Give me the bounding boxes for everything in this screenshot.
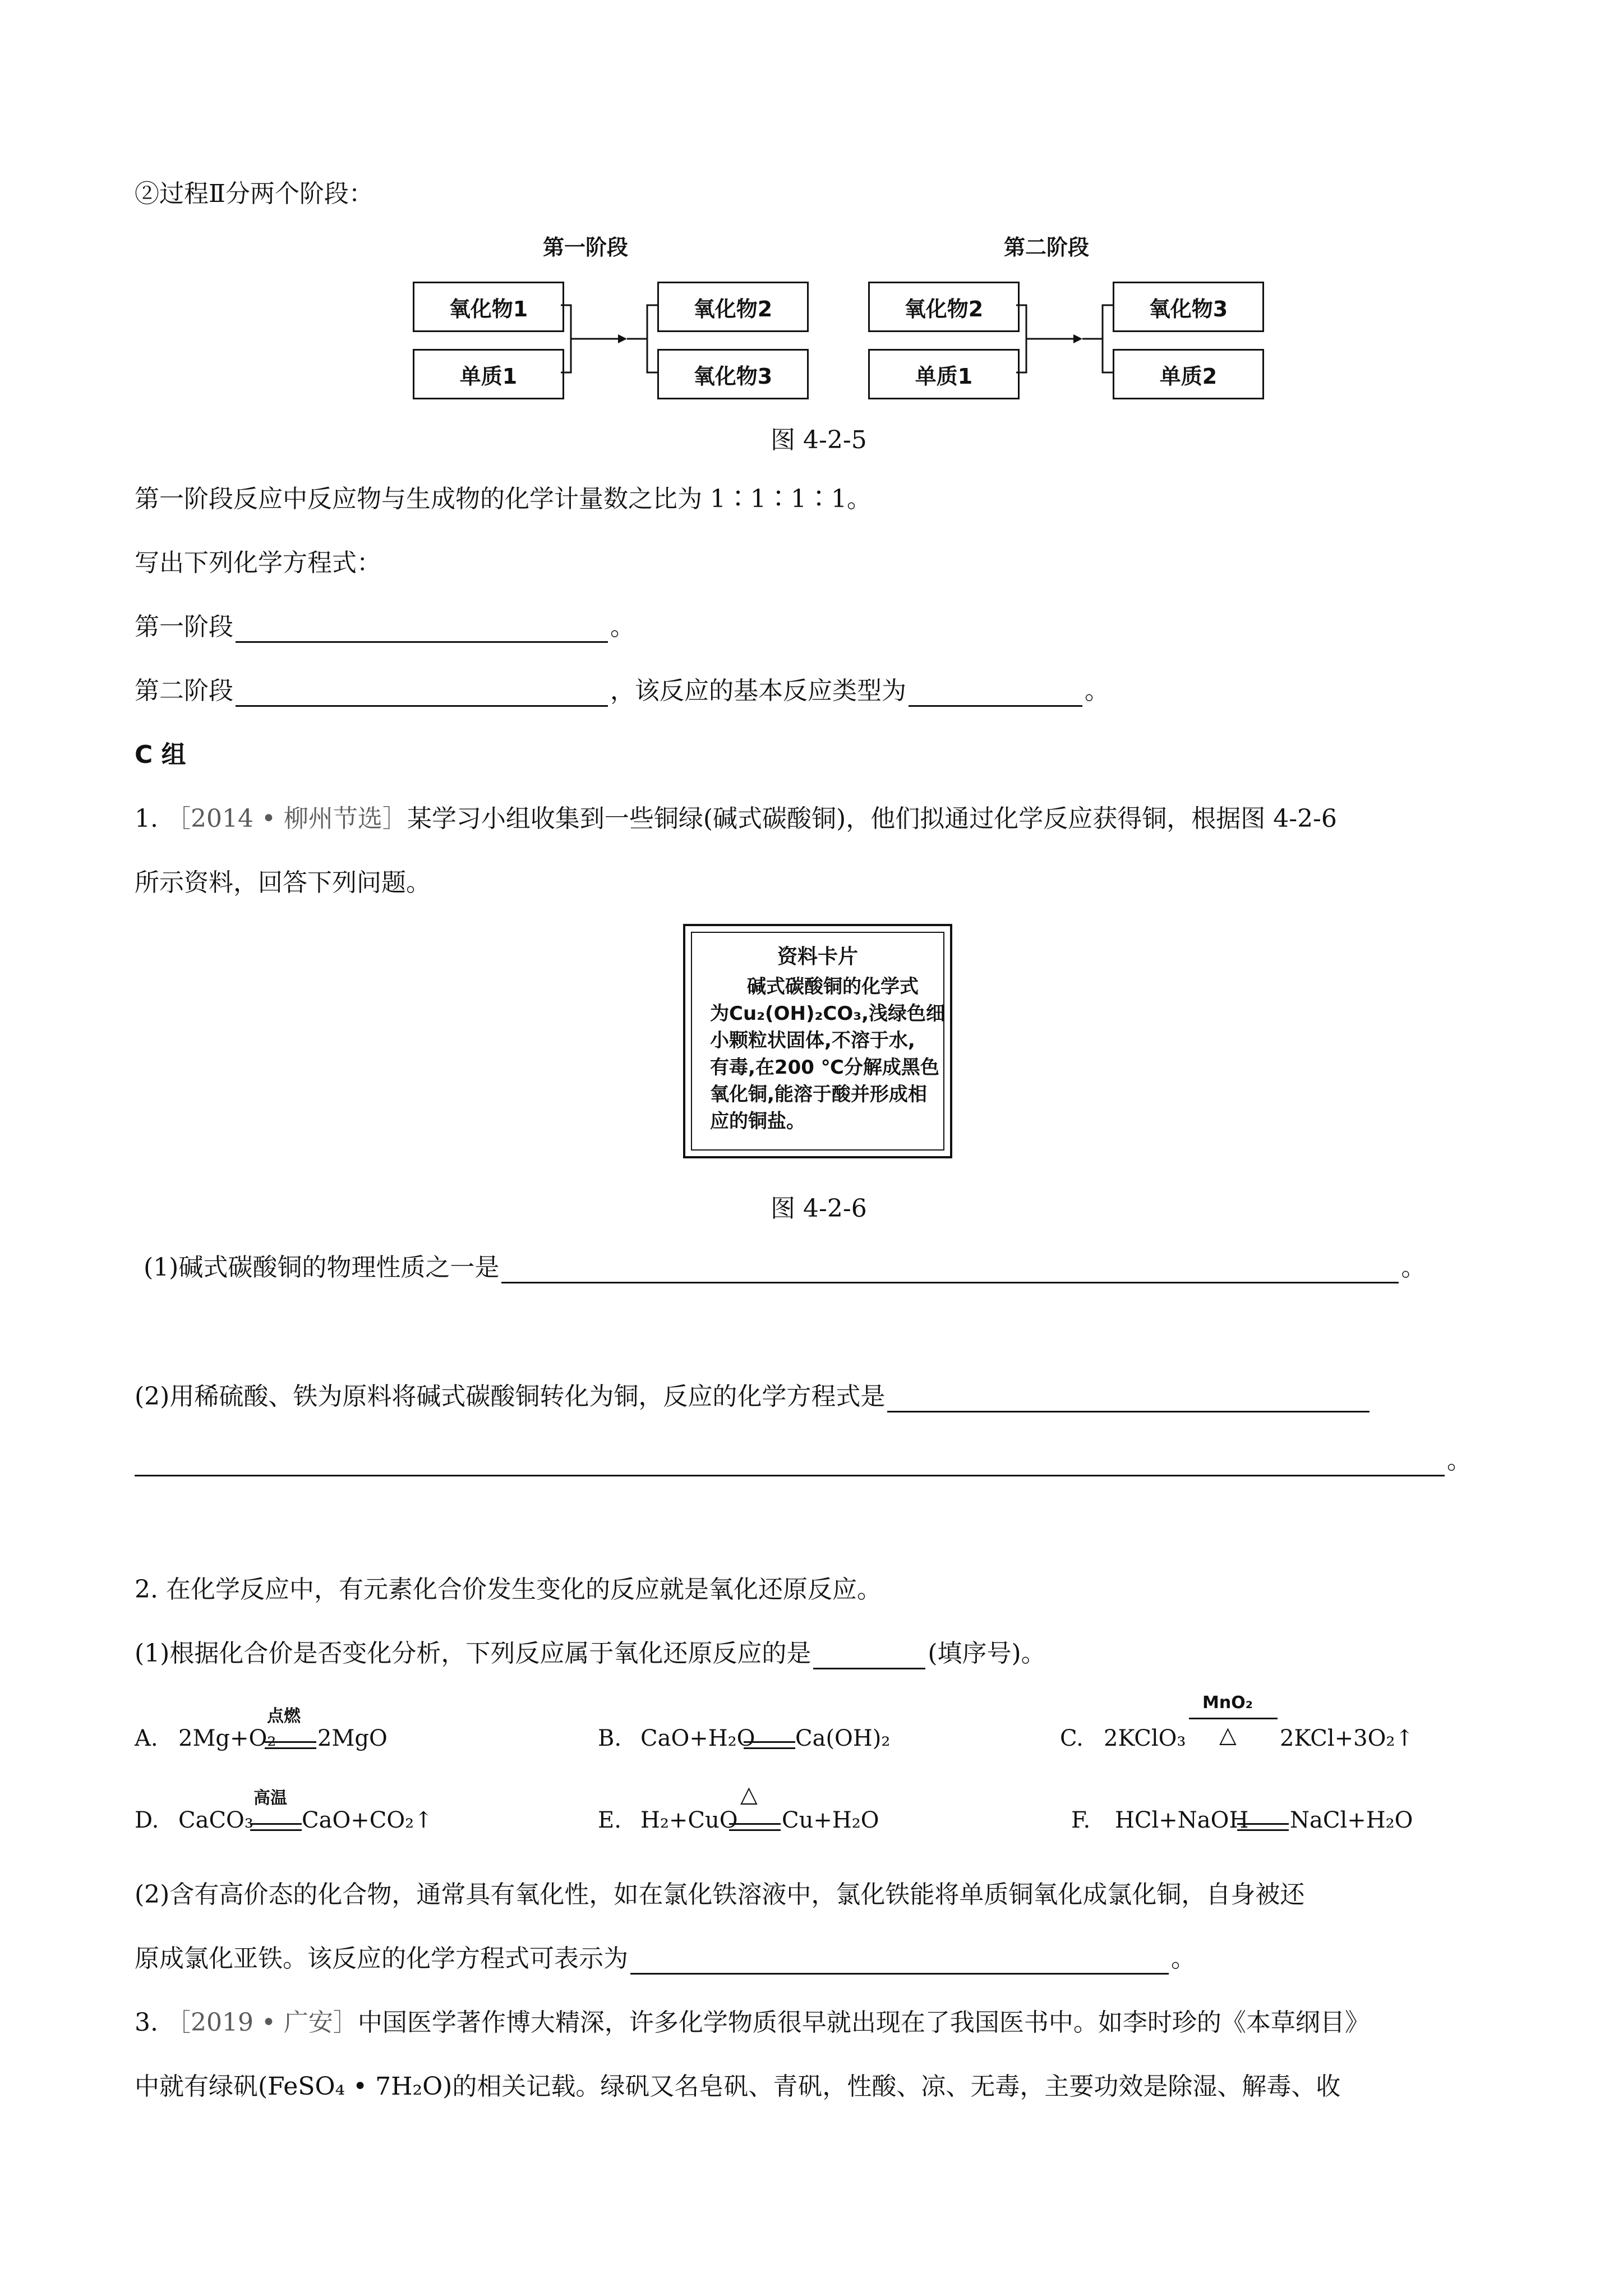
option-e-condition: △ bbox=[740, 1782, 758, 1807]
q3-line1 bbox=[135, 2007, 1370, 2039]
stage1-answer-line bbox=[135, 611, 635, 643]
option-b-products: Ca(OH)₂ bbox=[795, 1726, 891, 1751]
stage2-input-box-2: 单质1 bbox=[868, 349, 1020, 399]
question-intro: ②过程Ⅱ分两个阶段： bbox=[135, 180, 374, 208]
option-d-products: CaO+CO₂↑ bbox=[302, 1807, 433, 1833]
q1-sub1-text: (1)碱式碳酸铜的物理性质之一是 bbox=[144, 1253, 500, 1282]
q1-source: ［2014 • 柳州节选］ bbox=[165, 804, 407, 833]
stage2-label: 第二阶段 bbox=[135, 677, 233, 705]
option-c-label: C. bbox=[1060, 1726, 1083, 1751]
option-f-label: F. bbox=[1071, 1807, 1091, 1833]
q1-sub1-end: 。 bbox=[1401, 1253, 1426, 1282]
q1-sub2-end: 。 bbox=[1447, 1446, 1472, 1475]
option-a-reactants: 2Mg+O₂ bbox=[178, 1726, 276, 1751]
ratio-text: 第一阶段反应中反应物与生成物的化学计量数之比为 1∶1∶1∶1。 bbox=[135, 485, 872, 513]
figure-caption-4-2-5: 图 4-2-5 bbox=[771, 426, 867, 454]
q3-number: 3. bbox=[135, 2008, 158, 2037]
stage1-blank[interactable] bbox=[236, 619, 608, 643]
stage1-title: 第一阶段 bbox=[543, 235, 629, 260]
reaction-type-blank[interactable] bbox=[909, 683, 1082, 707]
diagram-connectors bbox=[0, 0, 1623, 449]
data-card-line-4: 有毒,在200 ℃分解成黑色 bbox=[710, 1056, 939, 1079]
q2-intro: 2. 在化学反应中，有元素化合价发生变化的反应就是氧化还原反应。 bbox=[135, 1575, 882, 1604]
data-card-title: 资料卡片 bbox=[777, 945, 858, 968]
option-e-reactants: H₂+CuO bbox=[640, 1807, 738, 1833]
option-d-condition: 高温 bbox=[253, 1788, 287, 1808]
stage1-output-box-1: 氧化物2 bbox=[657, 282, 809, 332]
option-b-reactants: CaO+H₂O bbox=[640, 1726, 755, 1751]
data-card-line-6: 应的铜盐。 bbox=[710, 1110, 805, 1133]
stage2-end: 。 bbox=[1085, 677, 1109, 705]
q1-sub2-line bbox=[135, 1381, 1372, 1412]
stage1-output-box-2: 氧化物3 bbox=[657, 349, 809, 399]
group-c-heading: C 组 bbox=[135, 740, 186, 769]
option-d-reactants: CaCO₃ bbox=[178, 1807, 253, 1833]
stage2-equation-blank[interactable] bbox=[236, 683, 608, 707]
stage2-title: 第二阶段 bbox=[1004, 235, 1090, 260]
q2-sub1-blank[interactable] bbox=[813, 1645, 925, 1669]
q1-sub2-text: (2)用稀硫酸、铁为原料将碱式碳酸铜转化为铜，反应的化学方程式是 bbox=[135, 1382, 886, 1411]
data-card-line-1: 碱式碳酸铜的化学式 bbox=[747, 976, 919, 998]
data-card-line-3: 小颗粒状固体,不溶于水, bbox=[710, 1029, 915, 1052]
stage2-input-box-1: 氧化物2 bbox=[868, 282, 1020, 332]
stage2-output-box-2: 单质2 bbox=[1113, 349, 1264, 399]
data-card-line-2: 为Cu₂(OH)₂CO₃,浅绿色细 bbox=[710, 1002, 946, 1025]
option-e-label: E. bbox=[598, 1807, 621, 1833]
option-a-equals-sign bbox=[265, 1741, 316, 1749]
q2-sub1-text: (1)根据化合价是否变化分析，下列反应属于氧化还原反应的是 bbox=[135, 1639, 811, 1668]
option-c-reactants: 2KClO₃ bbox=[1104, 1726, 1186, 1751]
figure-caption-4-2-6: 图 4-2-6 bbox=[771, 1194, 867, 1223]
stage1-end: 。 bbox=[610, 613, 635, 641]
q1-sub2-line2 bbox=[135, 1445, 1472, 1476]
option-e-equals-sign bbox=[729, 1823, 781, 1831]
q1-sub2-blank-2[interactable] bbox=[135, 1452, 1445, 1476]
option-b-label: B. bbox=[598, 1726, 622, 1751]
q2-sub2-line2 bbox=[135, 1943, 1196, 1975]
stage1-label: 第一阶段 bbox=[135, 613, 233, 641]
q1-line1 bbox=[135, 803, 1337, 835]
q3-line2: 中就有绿矾(FeSO₄ • 7H₂O)的相关记载。绿矾又名皂矾、青矾，性酸、凉、无毒，主要功效是除湿、解毒、收 bbox=[135, 2072, 1341, 2101]
q1-sub2-blank-1[interactable] bbox=[887, 1388, 1370, 1412]
q2-sub2-line1: (2)含有高价态的化合物，通常具有氧化性，如在氯化铁溶液中，氯化铁能将单质铜氧化成氯化铜，自身被还 bbox=[135, 1880, 1305, 1909]
option-c-heat-symbol: △ bbox=[1219, 1722, 1237, 1748]
q2-sub2-blank[interactable] bbox=[630, 1950, 1169, 1975]
q3-source: ［2019 • 广安］ bbox=[165, 2008, 358, 2037]
q1-sub1-line bbox=[144, 1252, 1426, 1283]
option-c-catalyst: MnO₂ bbox=[1202, 1693, 1253, 1713]
option-a-label: A. bbox=[135, 1726, 158, 1751]
q2-sub1-end: (填序号)。 bbox=[928, 1639, 1046, 1668]
option-c-products: 2KCl+3O₂↑ bbox=[1280, 1726, 1414, 1751]
option-f-products: NaCl+H₂O bbox=[1290, 1807, 1413, 1833]
q3-text-line1: 中国医学著作博大精深，许多化学物质很早就出现在了我国医书中。如李时珍的《本草纲目》 bbox=[357, 2008, 1370, 2037]
data-card bbox=[683, 924, 952, 1158]
write-equations-prompt: 写出下列化学方程式： bbox=[135, 549, 381, 577]
option-d-label: D. bbox=[135, 1807, 159, 1833]
stage1-input-box-1: 氧化物1 bbox=[413, 282, 564, 332]
q2-sub2-text: 原成氯化亚铁。该反应的化学方程式可表示为 bbox=[135, 1944, 628, 1973]
option-c-condition-bar bbox=[1189, 1718, 1278, 1719]
option-a-condition: 点燃 bbox=[267, 1706, 301, 1726]
stage2-output-box-1: 氧化物3 bbox=[1113, 282, 1264, 332]
option-e-products: Cu+H₂O bbox=[782, 1807, 879, 1833]
q1-sub1-blank[interactable] bbox=[501, 1259, 1399, 1283]
option-f-equals-sign bbox=[1237, 1823, 1289, 1831]
q2-sub2-end: 。 bbox=[1171, 1944, 1196, 1973]
q1-text-line1: 某学习小组收集到一些铜绿(碱式碳酸铜)，他们拟通过化学反应获得铜，根据图 4-2-6 bbox=[407, 804, 1337, 833]
stage1-input-box-2: 单质1 bbox=[413, 349, 564, 399]
option-a-products: 2MgO bbox=[317, 1726, 388, 1751]
option-b-equals-sign bbox=[744, 1741, 795, 1749]
option-d-equals-sign bbox=[250, 1823, 302, 1831]
q2-sub1-line bbox=[135, 1638, 1046, 1669]
q1-number: 1. bbox=[135, 804, 158, 833]
stage2-answer-line bbox=[135, 675, 1109, 707]
stage2-mid-text: ，该反应的基本反应类型为 bbox=[610, 677, 906, 705]
q1-line2: 所示资料，回答下列问题。 bbox=[135, 868, 431, 897]
data-card-line-5: 氧化铜,能溶于酸并形成相 bbox=[710, 1083, 927, 1106]
option-f-reactants: HCl+NaOH bbox=[1115, 1807, 1249, 1833]
